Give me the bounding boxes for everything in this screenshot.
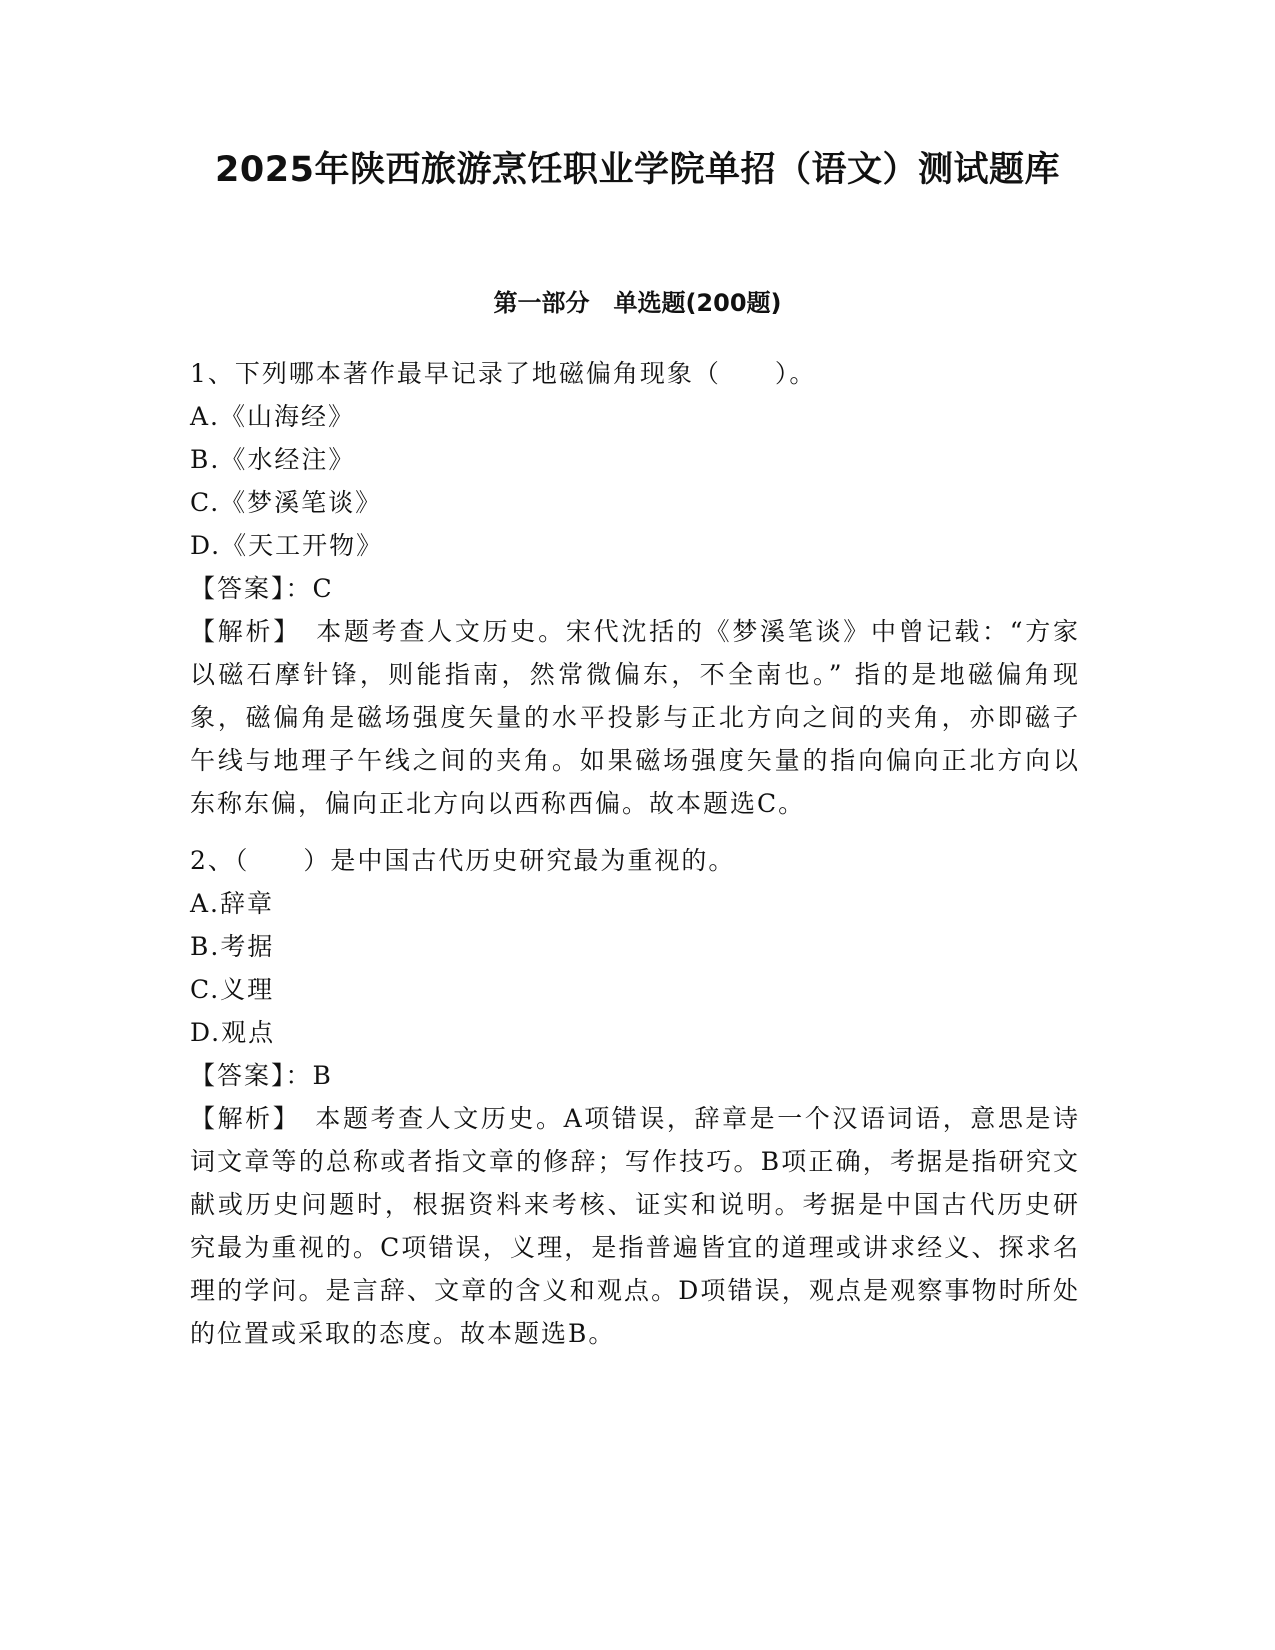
page-title: 2025年陕西旅游烹饪职业学院单招（语文）测试题库 [215,150,1060,190]
explanation: 【解析】 本题考查人文历史。宋代沈括的《梦溪笔谈》中曾记载：“方家以磁石摩针锋，则能指南，然常微偏东，不全南也。” 指的是地磁偏角现象，磁偏角是磁场强度矢量的水平投影与正北方向之间的夹角，亦即磁子午线与地理子午线之间的夹角。如果磁场强度矢量的指向偏向正北方向以东称东偏，偏向正北方向以西称西偏。故本题选C。 [190,617,1080,818]
question-2 [190,839,1080,1355]
option-a: A.辞章 [190,889,275,918]
answer: 【答案】：C [190,574,334,603]
option-a: A.《山海经》 [190,402,356,431]
question-list [190,352,1080,1355]
option-c: C.义理 [190,975,275,1004]
question-1 [190,352,1080,825]
option-b: B.《水经注》 [190,445,356,474]
question-stem: 1、下列哪本著作最早记录了地磁偏角现象（ ）。 [190,359,817,388]
section-heading: 第一部分 单选题(200题) [493,289,782,317]
option-d: D.观点 [190,1018,276,1047]
option-c: C.《梦溪笔谈》 [190,488,383,517]
option-b: B.考据 [190,932,275,961]
explanation: 【解析】 本题考查人文历史。A项错误，辞章是一个汉语词语，意思是诗词文章等的总称或者指文章的修辞；写作技巧。B项正确，考据是指研究文献或历史问题时，根据资料来考核、证实和说明。考据是中国古代历史研究最为重视的。C项错误，义理，是指普遍皆宜的道理或讲求经义、探求名理的学问。是言辞、文章的含义和观点。D项错误，观点是观察事物时所处的位置或采取的态度。故本题选B。 [190,1104,1080,1348]
answer: 【答案】：B [190,1061,333,1090]
question-stem: 2、（ ）是中国古代历史研究最为重视的。 [190,846,736,875]
option-d: D.《天工开物》 [190,531,384,560]
